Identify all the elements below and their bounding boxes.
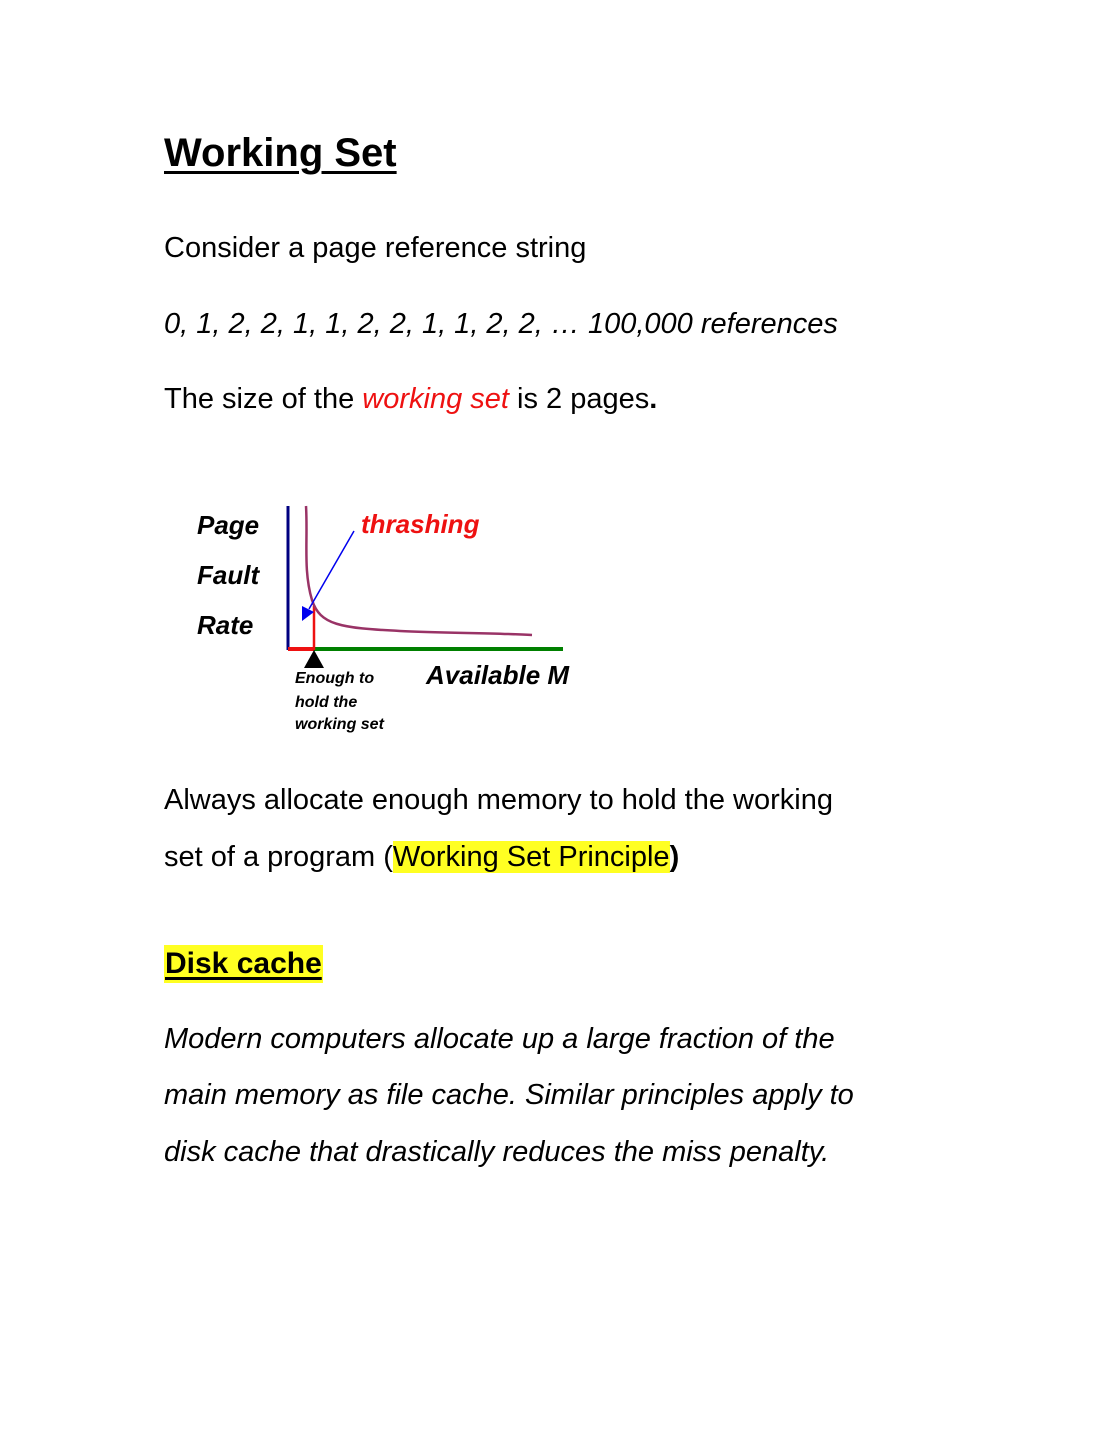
thrashing-pointer-line (309, 531, 354, 609)
size-text-before: The size of the (164, 383, 363, 415)
reference-string: 0, 1, 2, 2, 1, 1, 2, 2, 1, 1, 2, 2, … 100,000 references (164, 308, 838, 340)
y-label-page: Page (197, 510, 260, 540)
working-set-marker-arrow (304, 650, 324, 668)
x-axis-label: Available M (426, 660, 570, 690)
principle-text-before: set of a program ( (164, 841, 393, 873)
disk-cache-paragraph-line-2: main memory as file cache. Similar principles apply to (164, 1079, 854, 1111)
disk-cache-paragraph-line-1: Modern computers allocate up a large fraction of the (164, 1023, 835, 1055)
y-label-rate: Rate (197, 610, 254, 640)
marker-label-line-2: hold the (295, 694, 358, 711)
page-title: Working Set (164, 131, 397, 175)
disk-cache-paragraph-line-3: disk cache that drastically reduces the miss penalty. (164, 1136, 830, 1168)
marker-label-line-3: working set (295, 716, 384, 733)
marker-label-line-1: Enough to (295, 670, 375, 687)
thrashing-pointer-arrowhead (302, 606, 314, 621)
thrashing-label: thrashing (361, 509, 480, 539)
intro-paragraph: Consider a page reference string (164, 232, 587, 264)
working-set-term: working set (362, 383, 509, 415)
y-label-fault: Fault (197, 560, 260, 590)
principle-paragraph-line-2 (164, 841, 679, 874)
size-text-after: is 2 pages (508, 383, 650, 415)
size-text-end: . (649, 383, 658, 415)
working-set-principle-highlight: Working Set Principle (392, 841, 670, 873)
disk-cache-heading: Disk cache (164, 945, 323, 983)
principle-paragraph-line-1: Always allocate enough memory to hold the working (164, 784, 833, 816)
principle-text-end: ) (669, 841, 680, 873)
